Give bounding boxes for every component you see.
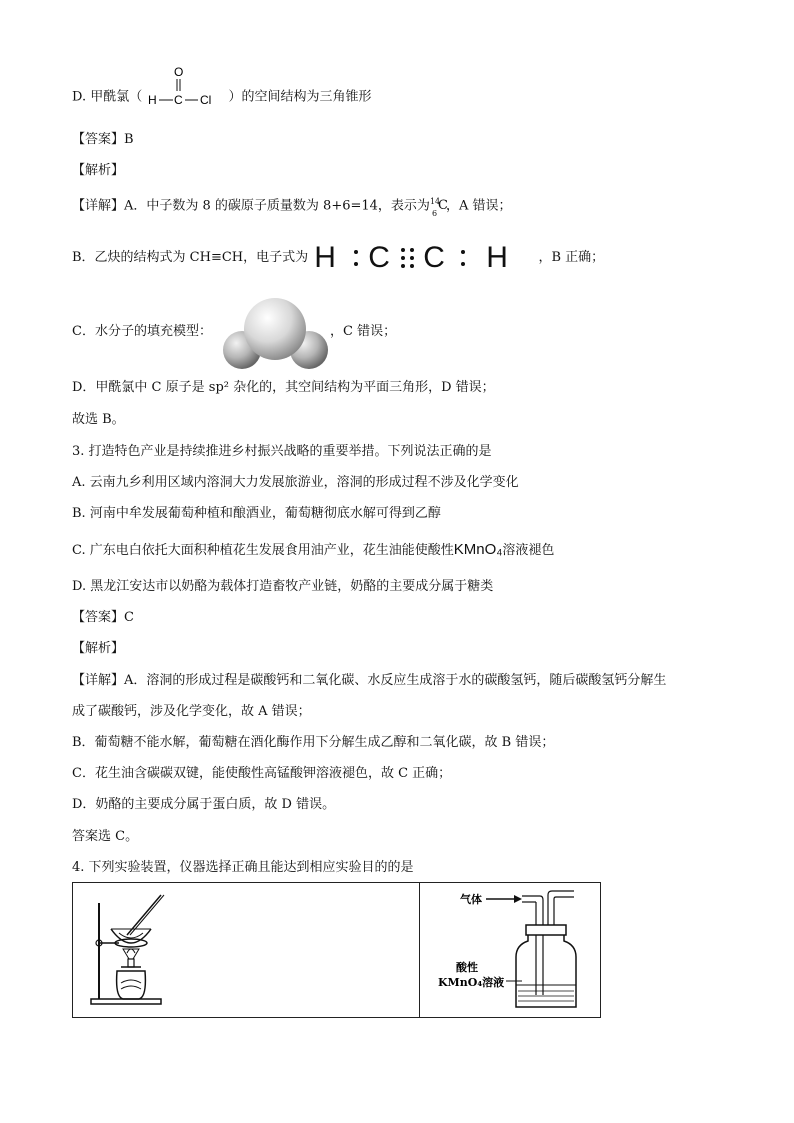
kmno4-label: KMnO₄溶液 xyxy=(438,976,505,989)
gas-label: 气体 xyxy=(460,893,483,906)
q2-option-d-prefix: D. 甲酰氯（ xyxy=(72,89,143,105)
water-filling-model xyxy=(220,296,332,374)
q2-option-d xyxy=(72,65,372,110)
q3-option-c-suffix: 溶液褪色 xyxy=(502,543,555,558)
q2-detail-c-prefix: C．水分子的填充模型： xyxy=(72,324,212,339)
q2-detail-b xyxy=(72,240,604,277)
electron-h-right: H xyxy=(486,241,508,274)
q2-conclusion: 故选 B。 xyxy=(72,412,125,427)
formyl-chloride-structure xyxy=(146,64,224,110)
q3-option-a: A. 云南九乡利用区域内溶洞大力发展旅游业，溶洞的形成过程不涉及化学变化 xyxy=(72,475,519,490)
q2-detail-a-prefix: 【详解】A．中子数为 8 的碳原子质量数为 8+6=14，表示为 xyxy=(72,198,430,214)
apparatus-cell-left xyxy=(73,883,420,1018)
q2-answer: 【答案】B xyxy=(72,132,134,147)
q3-option-c-prefix: C. 广东电白依托大面积种植花生发展食用油产业，花生油能使酸性 xyxy=(72,543,454,558)
q2-detail-b-prefix: B．乙炔的结构式为 CH≡CH，电子式为 xyxy=(72,250,309,265)
q3-conclusion: 答案选 C。 xyxy=(72,829,139,844)
q3-stem: 3. 打造特色产业是持续推进乡村振兴战略的重要举措。下列说法正确的是 xyxy=(72,444,492,459)
q2-detail-a-suffix: ，A 错误； xyxy=(445,198,512,214)
q3-detail-b: B．葡萄糖不能水解，葡萄糖在酒化酶作用下分解生成乙醇和二氧化碳，故 B 错误； xyxy=(72,735,555,750)
atom-h: H xyxy=(148,93,158,107)
q3-option-d: D. 黑龙江安达市以奶酪为载体打造畜牧产业链，奶酪的主要成分属于糖类 xyxy=(72,579,494,594)
electron-c-right: C xyxy=(423,241,445,274)
apparatus-cell-right xyxy=(420,883,601,1018)
q3-option-c xyxy=(72,541,554,560)
atom-cl: Cl xyxy=(200,93,212,107)
carbon-14-nuclide: 14 6 C xyxy=(429,197,448,218)
atom-c: C xyxy=(174,93,184,107)
q3-detail-d: D．奶酪的主要成分属于蛋白质，故 D 错误。 xyxy=(72,797,336,812)
q3-detail-c: C．花生油含碳碳双键，能使酸性高锰酸钾溶液褪色，故 C 正确； xyxy=(72,766,452,781)
q4-apparatus-table xyxy=(72,882,601,1018)
acetylene-electron-formula xyxy=(312,240,534,276)
q4-stem: 4. 下列实验装置，仪器选择正确且能达到相应实验目的的是 xyxy=(72,860,414,875)
q2-detail-c-suffix: ，C 错误； xyxy=(330,324,397,339)
electron-h-left: H xyxy=(314,241,336,274)
q3-answer: 【答案】C xyxy=(72,610,134,625)
electron-c-left: C xyxy=(368,241,390,274)
q2-analysis: 【解析】 xyxy=(72,163,125,178)
q2-option-d-suffix: ）的空间结构为三角锥形 xyxy=(228,89,372,105)
q3-option-b: B. 河南中牟发展葡萄种植和酿酒业，葡萄糖彻底水解可得到乙醇 xyxy=(72,506,441,521)
q3-option-c-formula: KMnO₄ xyxy=(453,541,503,558)
evaporation-apparatus xyxy=(81,887,181,1017)
q3-detail-a-line2: 成了碳酸钙，涉及化学变化，故 A 错误； xyxy=(72,704,311,719)
q3-analysis: 【解析】 xyxy=(72,641,125,656)
atom-o: O xyxy=(174,65,184,79)
q2-detail-a xyxy=(72,197,511,216)
q2-detail-b-suffix: ，B 正确； xyxy=(538,250,605,265)
q2-detail-d: D．甲酰氯中 C 原子是 sp² 杂化的，其空间结构为平面三角形，D 错误； xyxy=(72,380,495,395)
acid-label: 酸性 xyxy=(456,961,479,974)
gas-washing-bottle xyxy=(422,885,598,1017)
q3-detail-a-line1: 【详解】A．溶洞的形成过程是碳酸钙和二氧化碳、水反应生成溶于水的碳酸氢钙，随后碳酸氢钙分解生 xyxy=(72,673,667,688)
